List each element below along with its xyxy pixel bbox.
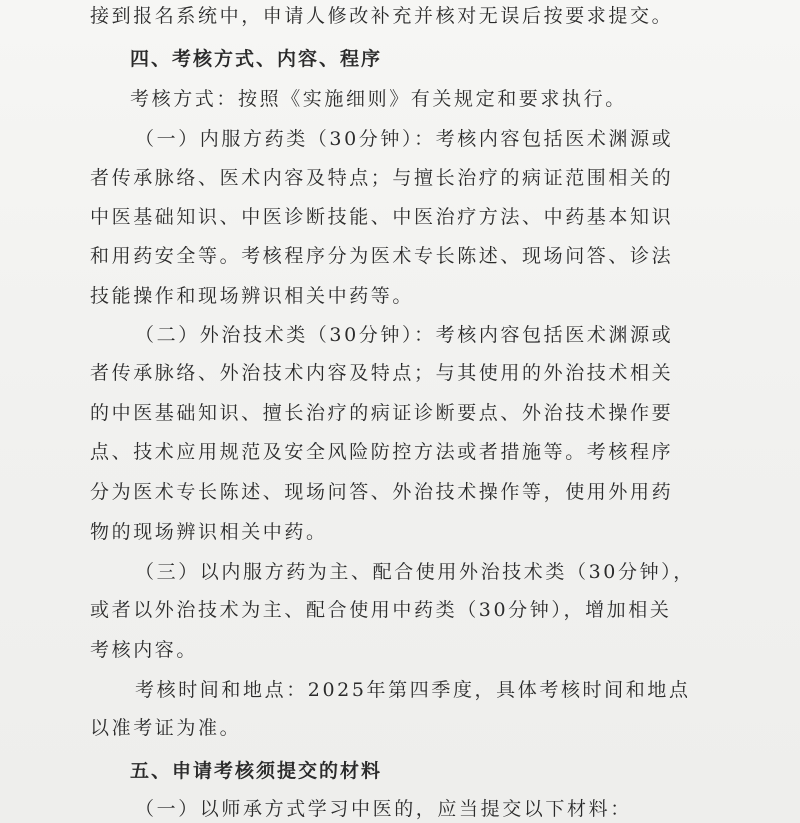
text-line: （三）以内服方药为主、配合使用外治技术类（30分钟），: [135, 561, 695, 583]
text-line: 的中医基础知识、擅长治疗的病证诊断要点、外治技术操作要: [90, 402, 674, 424]
text-line: 接到报名系统中，申请人修改补充并核对无误后按要求提交。: [90, 5, 674, 27]
text-line: 者传承脉络、外治技术内容及特点；与其使用的外治技术相关: [90, 362, 674, 384]
text-line: （二）外治技术类（30分钟）：考核内容包括医术渊源或: [135, 324, 674, 346]
section-heading-5: 五、申请考核须提交的材料: [130, 760, 383, 782]
text-line: 或者以外治技术为主、配合使用中药类（30分钟），增加相关: [90, 599, 672, 621]
text-line: 考核方式：按照《实施细则》有关规定和要求执行。: [130, 88, 627, 110]
text-line: 考核内容。: [90, 639, 199, 661]
text-line: 中医基础知识、中医诊断技能、中医治疗方法、中药基本知识: [90, 206, 674, 228]
text-line: 点、技术应用规范及安全风险防控方法或者措施等。考核程序: [90, 441, 674, 463]
text-line: 者传承脉络、医术内容及特点；与擅长治疗的病证范围相关的: [90, 167, 674, 189]
text-line: 和用药安全等。考核程序分为医术专长陈述、现场问答、诊法: [90, 245, 674, 267]
section-heading-4: 四、考核方式、内容、程序: [130, 48, 383, 70]
text-line: 物的现场辨识相关中药。: [90, 521, 328, 543]
text-line: 考核时间和地点：2025年第四季度，具体考核时间和地点: [135, 679, 691, 701]
text-line: 技能操作和现场辨识相关中药等。: [90, 285, 415, 307]
text-line: 分为医术专长陈述、现场问答、外治技术操作等，使用外用药: [90, 481, 674, 503]
text-line: 以准考证为准。: [90, 717, 242, 739]
text-line: （一）内服方药类（30分钟）：考核内容包括医术渊源或: [135, 128, 674, 150]
text-line: （一）以师承方式学习中医的，应当提交以下材料：: [135, 798, 632, 820]
